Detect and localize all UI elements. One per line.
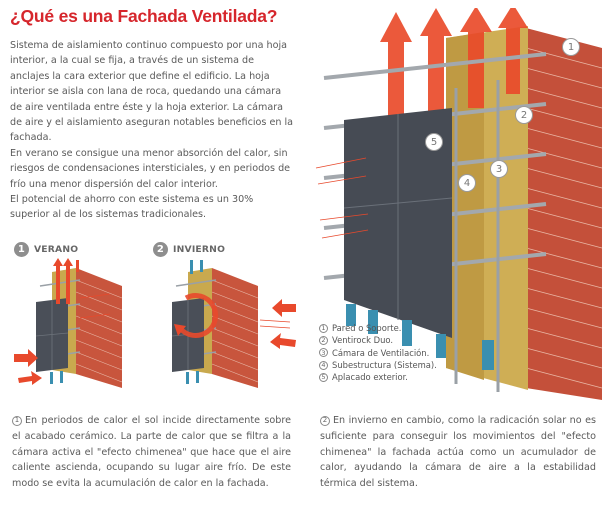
season-label: VERANO	[34, 244, 79, 255]
callout-5: 5	[425, 133, 443, 151]
legend-number: 1	[319, 324, 328, 333]
seasons-section	[10, 242, 310, 392]
intro-paragraph-2: En verano se consigue una menor absorción del calor, sin riesgos de condensaciones intersticiales, y en periodos de frío una menor dispersión del calor interior.	[10, 147, 291, 190]
season-verano-heading	[14, 242, 78, 257]
legend-number: 4	[319, 361, 328, 370]
legend-number: 5	[319, 373, 328, 382]
legend-number: 2	[319, 336, 328, 345]
intro-paragraph-1: Sistema de aislamiento continuo compuesto por una hoja interior, a la cual se fija, a través de un sistema de anclajes la cara exterior que define el edificio. La hoja interior se aisla con lana de roca, quedando una cámara de aire ventilada entre éste y la hoja exterior. La cámara de aire y el aislamiento aseguran notables beneficios en la fachada.	[10, 40, 294, 144]
footnote-summer	[12, 413, 291, 492]
legend-item	[319, 334, 437, 346]
callout-4: 4	[458, 174, 476, 192]
legend-item	[319, 359, 437, 371]
callout-1: 1	[562, 38, 580, 56]
footnote-text: En invierno en cambio, como la radicación solar no es suficiente para conseguir los movimientos del "efecto chimenea" la fachada actúa como un acumulador de calor, ayudando la cámara de aire a la estabilidad térmica del sistema.	[320, 415, 596, 490]
intro-paragraph-3: El potencial de ahorro con este sistema es un 30% superior al de los sistemas tradicionales.	[10, 194, 254, 221]
season-number-badge: 2	[153, 242, 168, 257]
legend-text: Ventirock Duo.	[332, 335, 394, 346]
intro-text	[10, 38, 294, 223]
season-invierno-heading	[153, 242, 225, 257]
footnote-number: 2	[320, 416, 330, 426]
legend-text: Pared o Soporte.	[332, 323, 402, 333]
legend-text: Aplacado exterior.	[332, 372, 408, 383]
season-label: INVIERNO	[173, 244, 226, 255]
callout-3: 3	[490, 160, 508, 178]
callout-2: 2	[515, 106, 533, 124]
legend-item	[319, 322, 437, 334]
component-legend	[319, 322, 437, 383]
page-title: ¿Qué es una Fachada Ventilada?	[10, 6, 278, 26]
legend-item	[319, 371, 437, 383]
season-number-badge: 1	[14, 242, 29, 257]
footnote-text: En periodos de calor el sol incide directamente sobre el acabado cerámico. La parte de calor que se filtra a la cámara activa el "efecto chimenea" que hace que el aire caliente ascienda, ocupando su lugar aire frío. De este modo se evita la acumulación de calor en la fachada.	[12, 415, 291, 490]
legend-text: Subestructura (Sistema).	[332, 359, 437, 370]
legend-text: Cámara de Ventilación.	[332, 347, 430, 358]
footnote-winter	[320, 413, 596, 492]
summer-facade-illustration	[10, 258, 150, 388]
winter-facade-illustration	[150, 258, 300, 388]
footnote-number: 1	[12, 416, 22, 426]
legend-number: 3	[319, 348, 328, 357]
legend-item	[319, 347, 437, 359]
